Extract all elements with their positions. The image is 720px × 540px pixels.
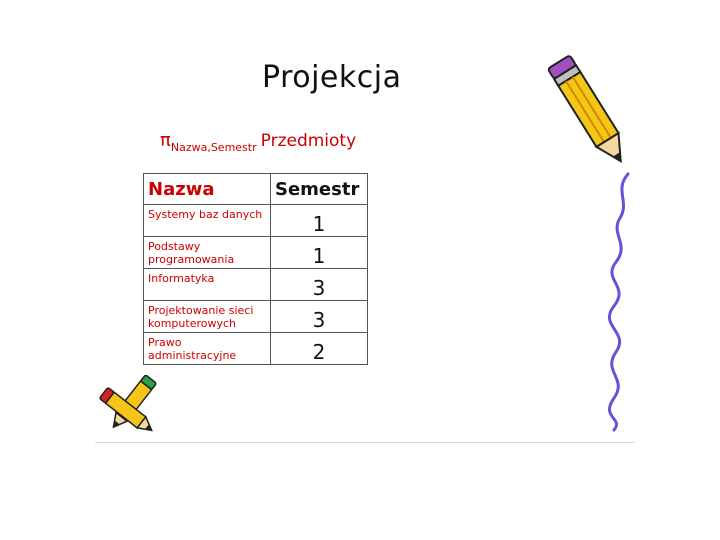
table-row (144, 237, 368, 269)
table-row (144, 205, 368, 237)
cell-nazwa: Projektowanie sieci komputerowych (144, 301, 271, 333)
result-table (143, 173, 368, 365)
cell-nazwa: Informatyka (144, 269, 271, 301)
projection-attributes: Nazwa,Semestr (170, 141, 257, 154)
cell-semestr: 3 (271, 301, 368, 333)
cell-nazwa: Systemy baz danych (144, 205, 271, 237)
table-row (144, 301, 368, 333)
column-header-nazwa: Nazwa (144, 174, 271, 205)
cell-semestr: 3 (271, 269, 368, 301)
table-row (144, 269, 368, 301)
cell-semestr: 1 (271, 237, 368, 269)
table-row (144, 333, 368, 365)
relation-name: Przedmioty (260, 131, 357, 151)
pencil-icon (545, 45, 635, 180)
cell-nazwa: Prawo administracyjne (144, 333, 271, 365)
cell-semestr: 2 (271, 333, 368, 365)
cell-nazwa: Podstawy programowania (144, 237, 271, 269)
pi-symbol: π (160, 130, 171, 151)
squiggle-line-icon (600, 172, 640, 432)
footer-divider (95, 442, 635, 443)
projection-expression (160, 130, 357, 154)
crossed-pencils-icon (92, 375, 182, 445)
slide-title: Projekcja (262, 60, 402, 95)
cell-semestr: 1 (271, 205, 368, 237)
column-header-semestr: Semestr (271, 174, 368, 205)
table-header-row (144, 174, 368, 205)
